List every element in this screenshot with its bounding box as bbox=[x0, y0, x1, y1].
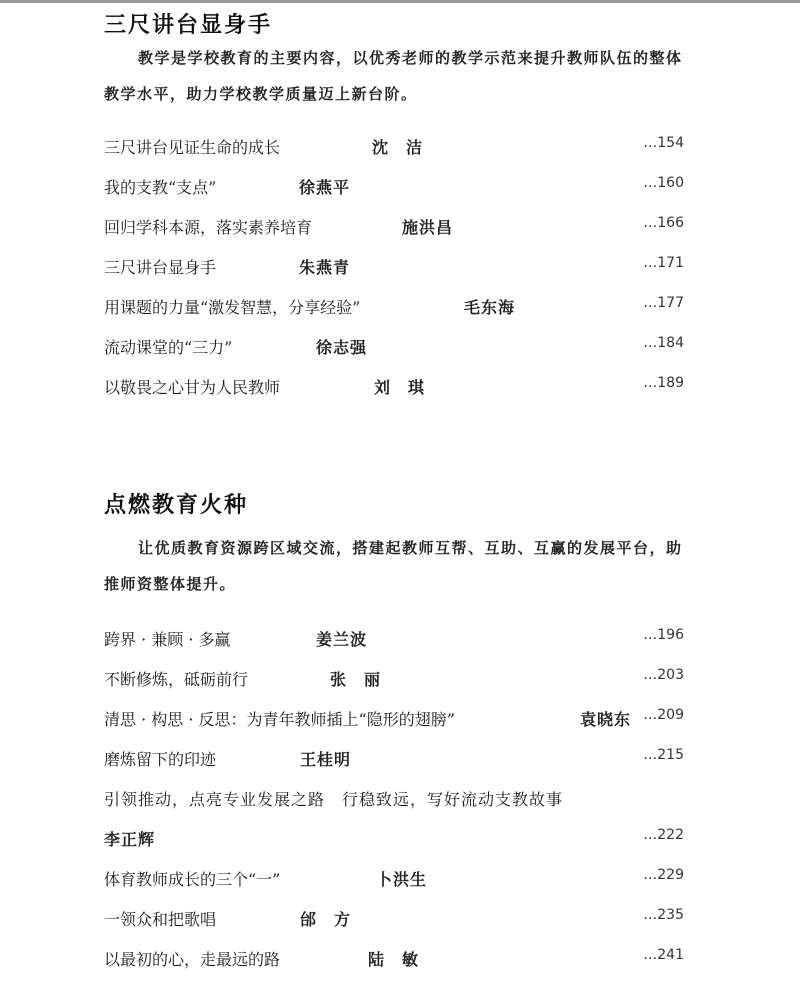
entry-author: 徐志强 bbox=[316, 338, 368, 357]
entry-author: 王桂明 bbox=[300, 750, 352, 769]
entry-title: 用课题的力量“激发智慧，分享经验” bbox=[104, 298, 361, 317]
toc-entry[interactable] bbox=[104, 947, 684, 987]
entry-page: …166 bbox=[643, 215, 684, 231]
entry-page: …196 bbox=[643, 627, 684, 643]
entry-page: …229 bbox=[643, 867, 684, 883]
entry-page: …177 bbox=[643, 295, 684, 311]
entry-title: 回归学科本源，落实素养培育 bbox=[104, 218, 313, 237]
toc-entry[interactable] bbox=[104, 135, 684, 175]
toc-entry[interactable] bbox=[104, 787, 684, 867]
entry-author: 朱燕青 bbox=[299, 258, 351, 277]
entry-title: 不断修炼，砥砺前行 bbox=[104, 670, 249, 689]
entry-page: …203 bbox=[643, 667, 684, 683]
entry-title: 以最初的心，走最远的路 bbox=[104, 950, 281, 969]
entry-title: 以敬畏之心甘为人民教师 bbox=[104, 378, 281, 397]
entry-author: 姜兰波 bbox=[316, 630, 368, 649]
entry-author: 徐燕平 bbox=[299, 178, 351, 197]
entry-title: 我的支教“支点” bbox=[104, 178, 217, 197]
entry-author: 施洪昌 bbox=[402, 218, 454, 237]
entry-author: 毛东海 bbox=[464, 298, 516, 317]
entry-author: 刘 琪 bbox=[374, 378, 426, 397]
entry-title: 三尺讲台见证生命的成长 bbox=[104, 138, 281, 157]
toc-entry[interactable] bbox=[104, 627, 684, 667]
toc-entry[interactable] bbox=[104, 747, 684, 787]
entry-title: 清思 · 构思 · 反思：为青年教师插上“隐形的翅膀” bbox=[104, 710, 455, 729]
entry-title: 流动课堂的“三力” bbox=[104, 338, 233, 357]
toc-entry[interactable] bbox=[104, 175, 684, 215]
entry-title: 跨界 · 兼顾 · 多赢 bbox=[104, 630, 231, 649]
toc-entry[interactable] bbox=[104, 907, 684, 947]
section-intro: 让优质教育资源跨区域交流，搭建起教师互帮、互助、互赢的发展平台，助推师资整体提升。 bbox=[104, 539, 683, 593]
toc-entry[interactable] bbox=[104, 255, 684, 295]
entry-author: 袁晓东 bbox=[580, 710, 632, 729]
toc-entry[interactable] bbox=[104, 335, 684, 375]
entry-page: …222 bbox=[643, 827, 684, 843]
entry-page: …189 bbox=[643, 375, 684, 391]
toc-entry[interactable] bbox=[104, 375, 684, 415]
entry-author: 张 丽 bbox=[330, 670, 382, 689]
toc-entry[interactable] bbox=[104, 707, 684, 747]
toc-entry[interactable] bbox=[104, 295, 684, 335]
toc-list bbox=[104, 627, 684, 987]
section-title: 点燃教育火种 bbox=[104, 493, 249, 518]
entry-page: …184 bbox=[643, 335, 684, 351]
toc-entry[interactable] bbox=[104, 867, 684, 907]
entry-title: 体育教师成长的三个“一” bbox=[104, 870, 281, 889]
entry-author: 沈 洁 bbox=[372, 138, 424, 157]
entry-page: …235 bbox=[643, 907, 684, 923]
toc-list bbox=[104, 135, 684, 415]
entry-title: 三尺讲台显身手 bbox=[104, 258, 217, 277]
entry-page: …215 bbox=[643, 747, 684, 763]
entry-title: 磨炼留下的印迹 bbox=[104, 750, 217, 769]
entry-page: …209 bbox=[643, 707, 684, 723]
section-intro: 教学是学校教育的主要内容，以优秀老师的教学示范来提升教师队伍的整体教学水平，助力学校教学质量迈上新台阶。 bbox=[104, 49, 683, 103]
entry-page: …154 bbox=[643, 135, 684, 151]
section-title: 三尺讲台显身手 bbox=[104, 13, 273, 38]
entry-page: …160 bbox=[643, 175, 684, 191]
entry-title: 引领推动，点亮专业发展之路 行稳致远，写好流动支教故事 bbox=[104, 790, 564, 809]
entry-author: 陆 敏 bbox=[368, 950, 420, 969]
entry-author: 李正辉 bbox=[104, 830, 156, 849]
entry-page: …241 bbox=[643, 947, 684, 963]
toc-entry[interactable] bbox=[104, 667, 684, 707]
entry-title: 一领众和把歌唱 bbox=[104, 910, 217, 929]
entry-author: 邰 方 bbox=[300, 910, 352, 929]
entry-page: …171 bbox=[643, 255, 684, 271]
toc-entry[interactable] bbox=[104, 215, 684, 255]
entry-author: 卜洪生 bbox=[376, 870, 428, 889]
